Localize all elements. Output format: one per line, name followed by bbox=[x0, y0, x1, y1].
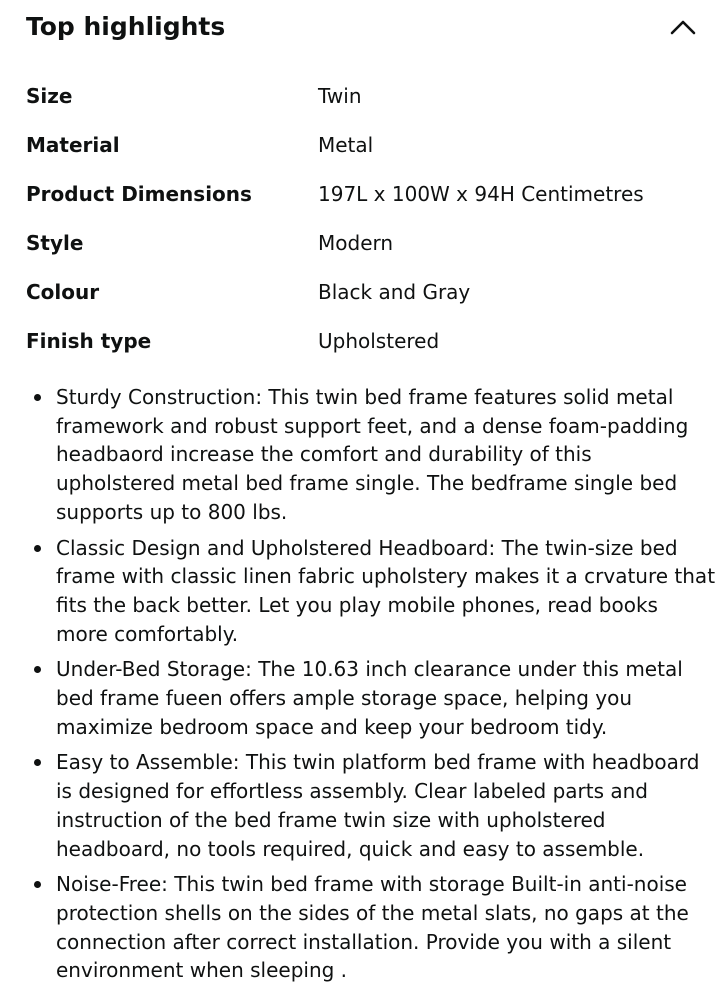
spec-row-material bbox=[26, 120, 706, 169]
bullet-dot-icon bbox=[34, 759, 41, 766]
bullet-text-line: fits the back better. Let you play mobile phones, read books bbox=[56, 592, 658, 617]
spec-value: 197L x 100W x 94H Centimetres bbox=[318, 182, 644, 206]
spec-row-style bbox=[26, 218, 706, 267]
bullet-text-line: Noise-Free: This twin bed frame with storage Built-in anti-noise bbox=[56, 872, 687, 897]
bullet-text-line: supports up to 800 lbs. bbox=[56, 499, 288, 524]
feature-bullet bbox=[56, 870, 706, 985]
bullet-text-line: Classic Design and Upholstered Headboard: The twin-size bed bbox=[56, 535, 678, 560]
bullet-dot-icon bbox=[34, 666, 41, 673]
spec-value: Upholstered bbox=[318, 329, 440, 353]
specs-table bbox=[26, 71, 706, 365]
spec-row-dimensions bbox=[26, 169, 706, 218]
bullet-text-line: protection shells on the sides of the metal slats, no gaps at the bbox=[56, 900, 689, 925]
feature-bullet-list bbox=[56, 383, 716, 991]
spec-key: Material bbox=[26, 133, 120, 157]
spec-row-size bbox=[26, 71, 706, 120]
bullet-text-line: headboard, no tools required, quick and easy to assemble. bbox=[56, 836, 645, 861]
bullet-text-line: frame with classic linen fabric upholstery makes it a crvature that bbox=[56, 564, 716, 589]
feature-bullet bbox=[56, 534, 716, 649]
bullet-text-line: environment when sleeping . bbox=[56, 958, 348, 983]
chevron-up-icon[interactable] bbox=[668, 14, 698, 40]
feature-bullet bbox=[56, 383, 706, 527]
bullet-dot-icon bbox=[34, 545, 41, 552]
spec-key: Colour bbox=[26, 280, 100, 304]
feature-bullet bbox=[56, 748, 706, 863]
spec-value: Metal bbox=[318, 133, 374, 157]
bullet-text-line: upholstered metal bed frame single. The bedframe single bed bbox=[56, 471, 678, 496]
bullet-text-line: Easy to Assemble: This twin platform bed frame with headboard bbox=[56, 750, 700, 775]
spec-value: Modern bbox=[318, 231, 394, 255]
bullet-text-line: instruction of the bed frame twin size with upholstered bbox=[56, 807, 606, 832]
spec-key: Finish type bbox=[26, 329, 152, 353]
chevron-up-icon-svg bbox=[668, 14, 698, 40]
bullet-dot-icon bbox=[34, 394, 41, 401]
bullet-text-line: Sturdy Construction: This twin bed frame features solid metal bbox=[56, 385, 674, 409]
spec-key: Product Dimensions bbox=[26, 182, 252, 206]
highlights-header[interactable] bbox=[0, 0, 720, 56]
section-title: Top highlights bbox=[26, 12, 226, 41]
bullet-text-line: is designed for effortless assembly. Clear labeled parts and bbox=[56, 779, 648, 804]
feature-bullet bbox=[56, 655, 706, 741]
bullet-text-line: maximize bedroom space and keep your bedroom tidy. bbox=[56, 714, 608, 739]
spec-value: Twin bbox=[318, 84, 362, 108]
spec-row-colour bbox=[26, 267, 706, 316]
bullet-text-line: Under-Bed Storage: The 10.63 inch clearance under this metal bbox=[56, 657, 683, 682]
bullet-text-line: more comfortably. bbox=[56, 621, 239, 646]
spec-key: Style bbox=[26, 231, 84, 255]
spec-key: Size bbox=[26, 84, 73, 108]
bullet-text-line: connection after correct installation. Provide you with a silent bbox=[56, 929, 672, 954]
bullet-text-line: headbaord increase the comfort and durability of this bbox=[56, 442, 592, 467]
bullet-text-line: bed frame fueen offers ample storage space, helping you bbox=[56, 686, 633, 711]
spec-row-finish-type bbox=[26, 316, 706, 365]
bullet-dot-icon bbox=[34, 881, 41, 888]
spec-value: Black and Gray bbox=[318, 280, 471, 304]
bullet-text-line: framework and robust support feet, and a dense foam-padding bbox=[56, 413, 689, 438]
